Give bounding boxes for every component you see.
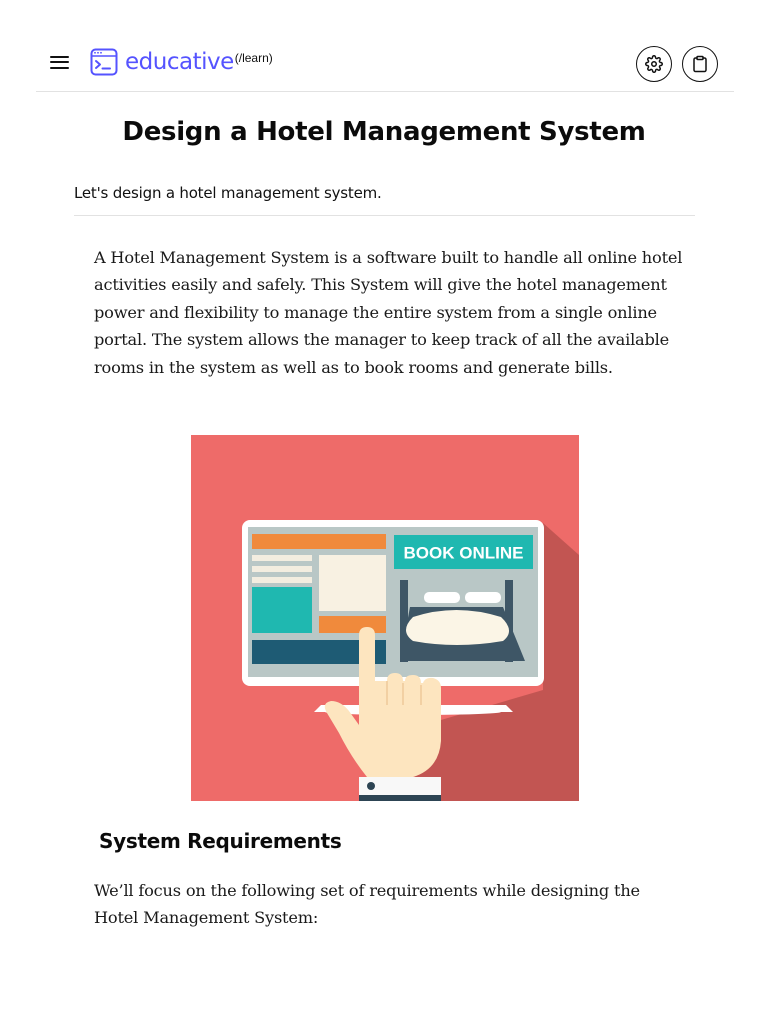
- gear-icon: [645, 55, 663, 73]
- book-online-graphic: [191, 435, 579, 801]
- hamburger-menu-icon[interactable]: [50, 52, 72, 72]
- page-title: Design a Hotel Management System: [122, 117, 646, 147]
- logo-suffix: (/learn): [234, 51, 273, 65]
- lesson-subtitle: Let's design a hotel management system.: [74, 184, 382, 202]
- logo-text: educative: [125, 49, 234, 75]
- book-online-banner: BOOK ONLINE: [403, 543, 524, 563]
- educative-logo-icon: [90, 48, 118, 76]
- lesson-summary: [74, 182, 695, 216]
- settings-button[interactable]: [636, 46, 672, 82]
- clipboard-button[interactable]: [682, 46, 718, 82]
- requirements-intro: We’ll focus on the following set of requirements while designing the Hotel Management System:: [94, 881, 640, 928]
- book-online-illustration: [191, 435, 579, 801]
- clipboard-icon: [691, 55, 709, 73]
- section-heading: System Requirements: [99, 829, 342, 853]
- intro-paragraph: A Hotel Management System is a software built to handle all online hotel activities easily and safely. This System will give the hotel management power and flexibility to manage the entire system from a single online portal. The system allows the manager to keep track of all the available rooms in the system as well as to book rooms and generate bills.: [94, 248, 683, 377]
- top-navbar: [36, 30, 734, 92]
- educative-logo[interactable]: [90, 48, 273, 76]
